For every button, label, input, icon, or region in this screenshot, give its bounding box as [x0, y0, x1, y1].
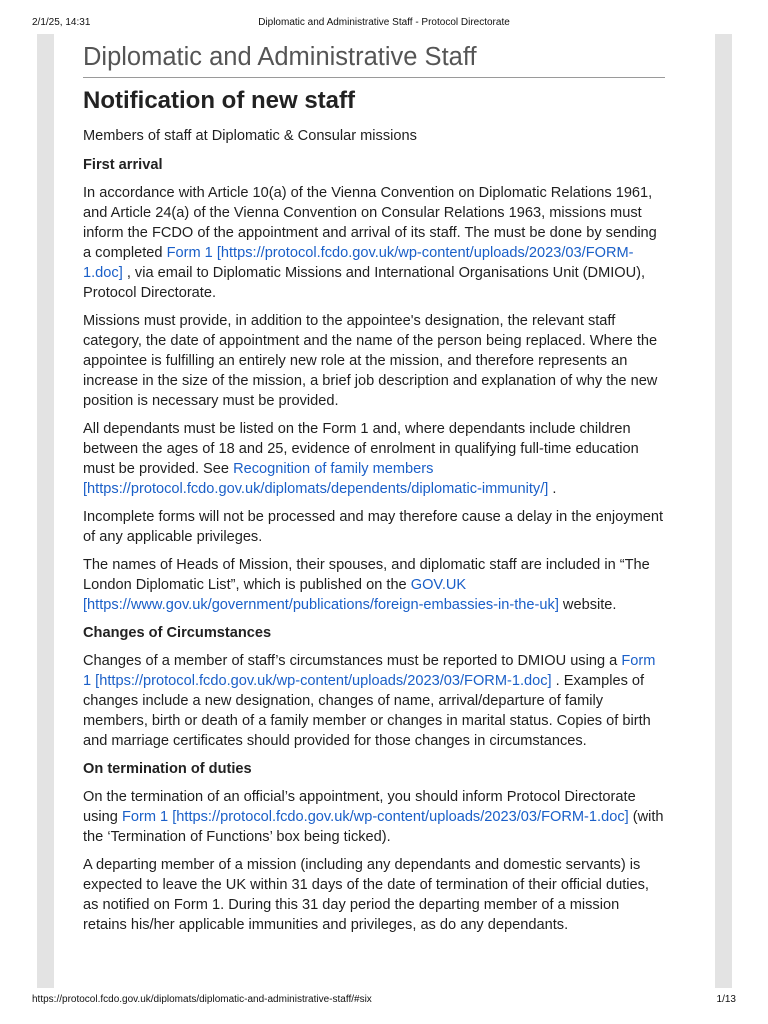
site-title: Diplomatic and Administrative Staff [83, 40, 665, 78]
print-header [0, 0, 768, 30]
print-url: https://protocol.fcdo.gov.uk/diplomats/diplomatic-and-administrative-staff/#six [32, 994, 372, 1005]
text: , via email to Diplomatic Missions and International Organisations Unit (DMIOU), Protocol Directorate. [83, 265, 646, 301]
first-arrival-paragraph-2: Missions must provide, in addition to the appointee's designation, the relevant staff category, the date of appointment and the name of the person being replaced. Where the appointee is fulfilling an entirely new role at the mission, and therefore represents an increase in the size of the mission, a brief job description and explanation of why the new position is necessary must be provided. [83, 313, 658, 409]
form-1-link[interactable]: Form 1 [https://protocol.fcdo.gov.uk/wp-content/uploads/2023/03/FORM-1.doc] [83, 245, 634, 281]
first-arrival-paragraph-3 [83, 419, 665, 499]
print-title: Diplomatic and Administrative Staff - Protocol Directorate [258, 17, 510, 28]
heading-first-arrival: First arrival [83, 157, 163, 173]
changes-paragraph [83, 651, 665, 751]
text: website. [558, 597, 617, 613]
text: . [548, 481, 557, 497]
print-datetime: 2/1/25, 14:31 [32, 17, 91, 28]
text: The names of Heads of Mission, their spouses, and diplomatic staff are included in “The London Diplomatic List”, which is published on the [83, 557, 650, 593]
article [83, 40, 665, 943]
text: In accordance with Article 10(a) of the Vienna Convention on Diplomatic Relations 1961, and Article 24(a) of the Vienna Convention on Consular Relations 1963, missions must inform the FCDO of the appointment and arrival of its staff. The must be done by sending a completed [83, 185, 657, 261]
text: . Examples of changes include a new designation, changes of name, arrival/departure of family members, birth or death of a family member or changes in marital status. Copies of birth and marriage certificates should provided for those changes in circumstances. [83, 673, 651, 749]
page-title: Notification of new staff [83, 87, 355, 114]
first-arrival-paragraph-4: Incomplete forms will not be processed and may therefore cause a delay in the enjoyment of any applicable privileges. [83, 509, 664, 545]
print-footer [0, 992, 768, 1012]
text: Changes of a member of staff’s circumstances must be reported to DMIOU using a [83, 653, 622, 669]
termination-paragraph-1 [83, 787, 665, 847]
page-number: 1/13 [716, 994, 736, 1005]
right-margin-bar [715, 34, 732, 988]
left-margin-bar [37, 34, 54, 988]
first-arrival-paragraph-1 [83, 183, 665, 303]
gov-uk-link[interactable]: GOV.UK [https://www.gov.uk/government/publications/foreign-embassies-in-the-uk] [83, 577, 559, 613]
text: On the termination of an official’s appointment, you should inform Protocol Directorate using [83, 789, 636, 825]
text: (with the ‘Termination of Functions’ box being ticked). [83, 809, 664, 845]
subtitle: Members of staff at Diplomatic & Consular missions [83, 128, 417, 144]
heading-termination: On termination of duties [83, 761, 252, 777]
form-1-link[interactable]: Form 1 [https://protocol.fcdo.gov.uk/wp-content/uploads/2023/03/FORM-1.doc] [121, 809, 629, 825]
form-1-link[interactable]: Form 1 [https://protocol.fcdo.gov.uk/wp-content/uploads/2023/03/FORM-1.doc] [83, 653, 656, 689]
first-arrival-paragraph-5 [83, 555, 665, 615]
text: All dependants must be listed on the Form 1 and, where dependants include children between the ages of 18 and 25, evidence of enrolment in qualifying full-time education must be provided. See [83, 421, 639, 477]
family-members-link[interactable]: Recognition of family members [https://protocol.fcdo.gov.uk/diplomats/dependents/diplomatic-immunity/] [83, 461, 549, 497]
heading-changes: Changes of Circumstances [83, 625, 272, 641]
termination-paragraph-2: A departing member of a mission (including any dependants and domestic servants) is expected to leave the UK within 31 days of the date of termination of their official duties, as notified on Form 1. During this 31 day period the departing member of a mission retains his/her applicable immunities and privileges, as do any dependants. [83, 857, 649, 933]
